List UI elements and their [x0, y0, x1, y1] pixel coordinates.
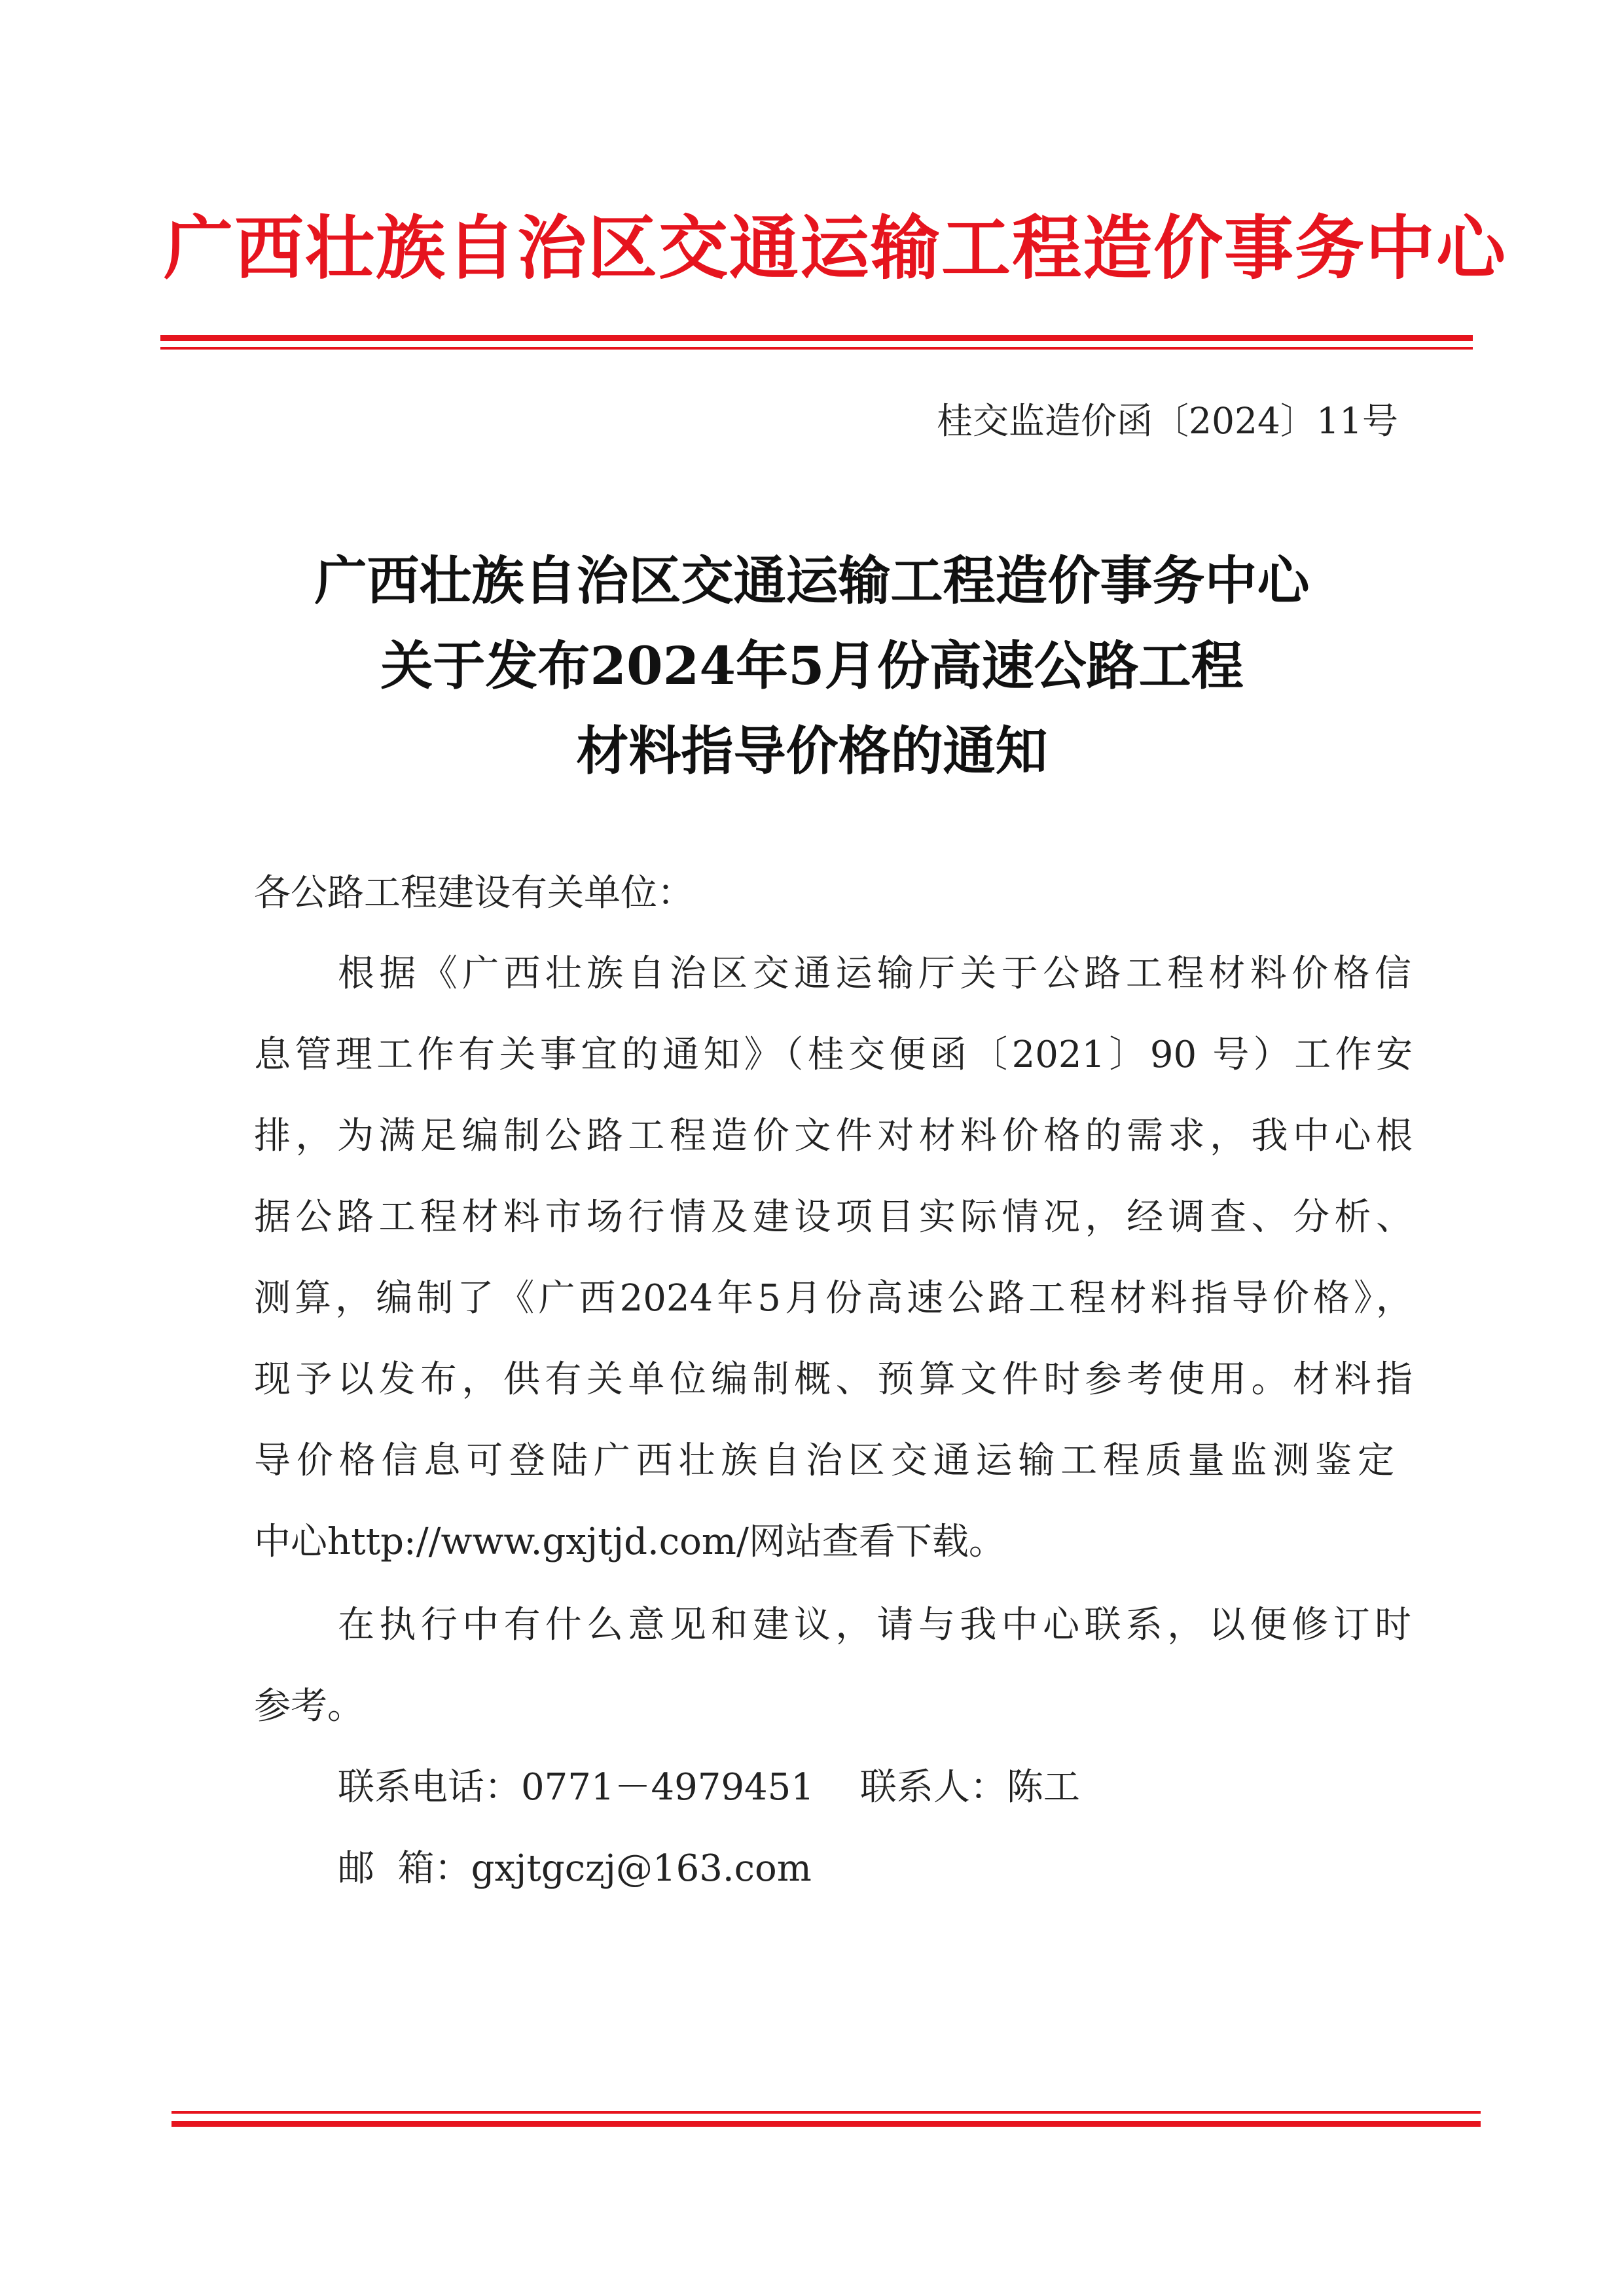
letterhead-rule-thin: [160, 347, 1473, 350]
paragraph-2-line: 参考。: [254, 1685, 364, 1727]
contact-person: 陈工: [1006, 1766, 1080, 1809]
paragraph-1-line: 排，为满足编制公路工程造价文件对材料价格的需求，我中心根: [254, 1115, 1413, 1157]
notice-title-line-3: 材料指导价格的通知: [576, 720, 1048, 782]
letterhead-rule-thick: [160, 335, 1473, 341]
paragraph-1-line: 根据《广西壮族自治区交通运输厅关于公路工程材料价格信: [338, 952, 1411, 995]
letterhead-org-name: 广西壮族自治区交通运输工程造价事务中心: [164, 208, 1507, 289]
notice-title-line-2: 关于发布2024年5月份高速公路工程: [380, 635, 1244, 696]
contact-email: gxjtgczj@163.com: [471, 1847, 812, 1890]
contact-phone: 0771－4979451: [521, 1766, 814, 1809]
footer-rule-thin: [171, 2111, 1481, 2114]
paragraph-1-line: 息管理工作有关事宜的通知》（桂交便函〔2021〕90 号）工作安: [254, 1034, 1413, 1076]
notice-title-line-1: 广西壮族自治区交通运输工程造价事务中心: [314, 550, 1310, 611]
contact-phone-row: [338, 1762, 1080, 1814]
footer-rule-thick: [171, 2121, 1481, 2127]
salutation: 各公路工程建设有关单位：: [254, 872, 694, 914]
contact-email-row: [338, 1843, 812, 1895]
document-number: 桂交监造价函〔2024〕11号: [937, 400, 1398, 442]
paragraph-1-line: 测算，编制了《广西2024年5月份高速公路工程材料指导价格》，: [254, 1277, 1413, 1320]
contact-person-label: 联系人：: [859, 1766, 1007, 1809]
paragraph-1-line: 导价格信息可登陆广西壮族自治区交通运输工程质量监测鉴定: [254, 1439, 1394, 1482]
paragraph-1-line: 据公路工程材料市场行情及建设项目实际情况，经调查、分析、: [254, 1196, 1413, 1238]
paragraph-1-line: 现予以发布，供有关单位编制概、预算文件时参考使用。材料指: [254, 1358, 1413, 1401]
paragraph-2-line: 在执行中有什么意见和建议，请与我中心联系，以便修订时: [338, 1604, 1411, 1646]
contact-email-label: 邮 箱：: [338, 1847, 471, 1890]
contact-phone-label: 联系电话：: [338, 1766, 521, 1809]
paragraph-1-line-with-link: 中心http://www.gxjtjd.com/网站查看下载。: [254, 1521, 1005, 1563]
